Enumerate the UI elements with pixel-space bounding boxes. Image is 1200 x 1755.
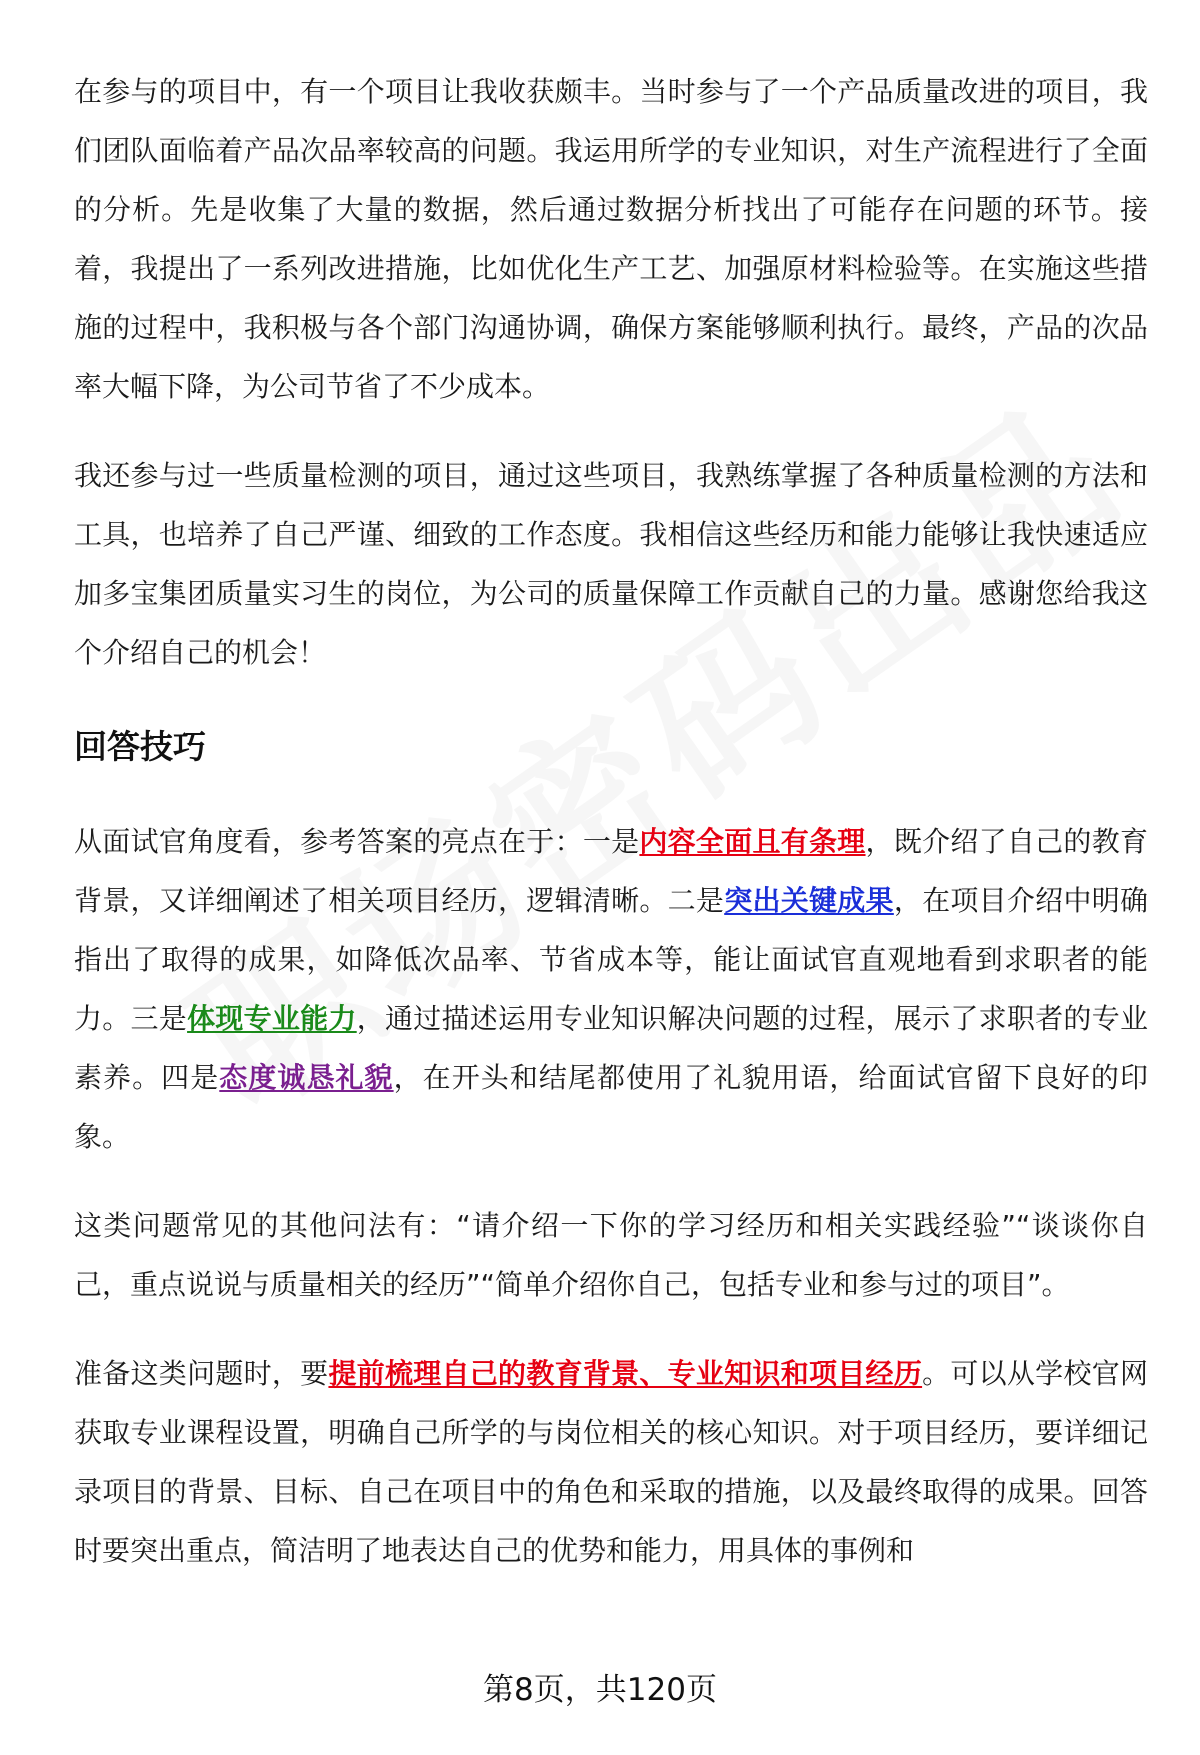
paragraph-quality-testing: 我还参与过一些质量检测的项目，通过这些项目，我熟练掌握了各种质量检测的方法和工具，也培养了自己严谨、细致的工作态度。我相信这些经历和能力能够让我快速适应加多宝集团质量实习生的岗位，为公司的质量保障工作贡献自己的力量。感谢您给我这个介绍自己的机会！ [74,459,1148,669]
text-run: ，既介绍了自己的教育背景，又详细阐述了相关项目经历，逻辑清晰。二是 [74,825,1148,917]
document-page [74,62,1148,1580]
paragraph-project-experience: 在参与的项目中，有一个项目让我收获颇丰。当时参与了一个产品质量改进的项目，我们团队面临着产品次品率较高的问题。我运用所学的专业知识，对生产流程进行了全面的分析。先是收集了大量的数据，然后通过数据分析找出了可能存在问题的环节。接着，我提出了一系列改进措施，比如优化生产工艺、加强原材料检验等。在实施这些措施的过程中，我积极与各个部门沟通协调，确保方案能够顺利执行。最终，产品的次品率大幅下降，为公司节省了不少成本。 [74,75,1148,403]
section-heading-answer-tips: 回答技巧 [74,727,206,766]
highlight-professional: 体现专业能力 [187,1002,357,1035]
highlight-attitude: 态度诚恳礼貌 [219,1061,394,1094]
paragraph-interviewer-view [74,812,1148,1166]
text-run: 从面试官角度看，参考答案的亮点在于：一是 [74,825,640,858]
paragraph-preparation [74,1344,1148,1580]
text-run: ，在开头和结尾都使用了礼貌用语，给面试官留下良好的印象。 [74,1061,1148,1153]
text-run: ，通过描述运用专业知识解决问题的过程，展示了求职者的专业素养。四是 [74,1002,1148,1094]
highlight-key-results: 突出关键成果 [724,884,894,917]
text-run: 。可以从学校官网获取专业课程设置，明确自己所学的与岗位相关的核心知识。对于项目经历，要详细记录项目的背景、目标、自己在项目中的角色和采取的措施，以及最终取得的成果。回答时要突出重点，简洁明了地表达自己的优势和能力，用具体的事例和 [74,1357,1148,1567]
page-number-footer: 第8页，共120页 [483,1672,717,1708]
text-run: 准备这类问题时，要 [74,1357,329,1390]
paragraph-other-questions: 这类问题常见的其他问法有：“请介绍一下你的学习经历和相关实践经验”“谈谈你自己，重点说说与质量相关的经历”“简单介绍你自己，包括专业和参与过的项目”。 [74,1209,1148,1301]
text-run: ，在项目介绍中明确指出了取得的成果，如降低次品率、节省成本等，能让面试官直观地看到求职者的能力。三是 [74,884,1148,1035]
highlight-comprehensive: 内容全面且有条理 [639,825,866,858]
highlight-prepare: 提前梳理自己的教育背景、专业知识和项目经历 [328,1357,923,1390]
